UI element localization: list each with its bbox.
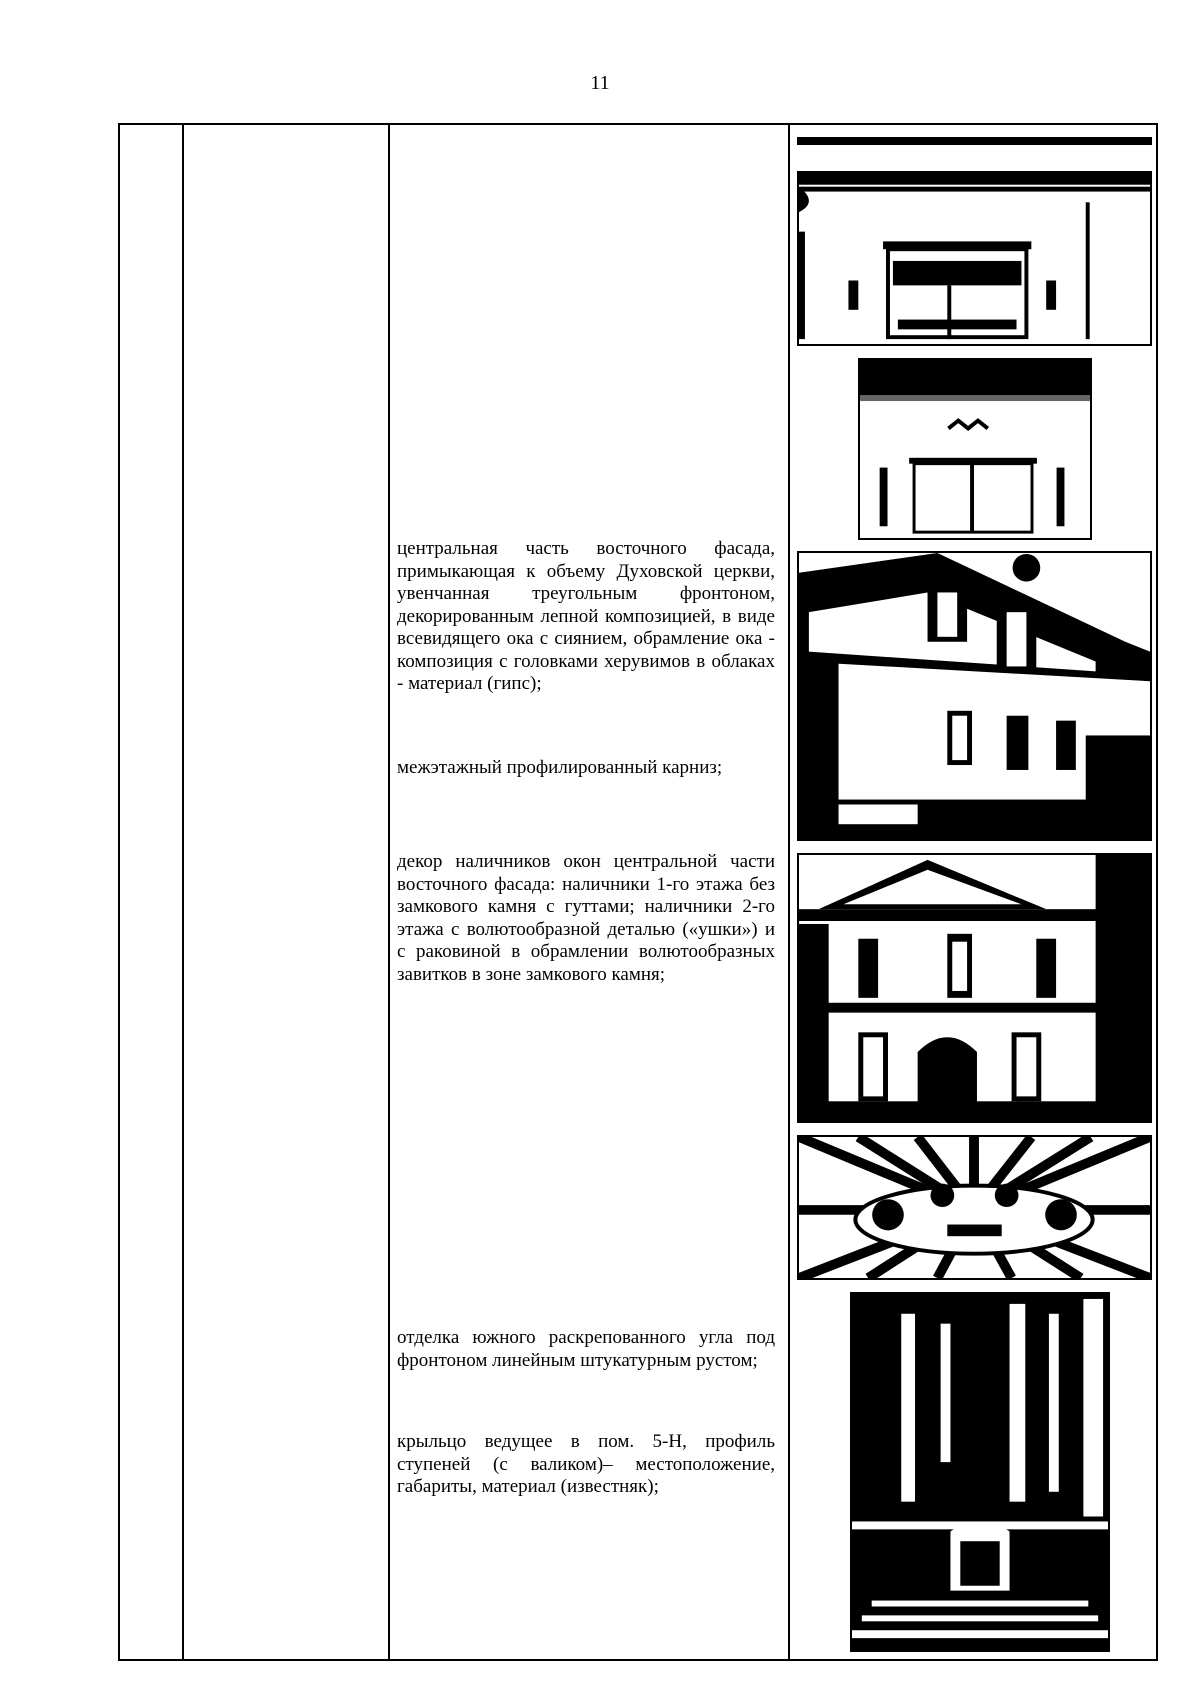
column-divider-1 [182, 125, 184, 1659]
photo-east-facade [797, 551, 1152, 841]
photo-window-detail [858, 358, 1092, 540]
description-window-decor: декор наличников окон центральной части восточного фасада: наличники 1-го этажа без замкового камня с гуттами; наличники 2-го этажа с волютообразной деталью («ушки») и с раковиной в обрамлении волютообразных завитков в зоне замкового камня; [397, 851, 775, 985]
page-number: 11 [590, 72, 610, 94]
photo-central-facade [797, 853, 1152, 1123]
column-divider-3 [788, 125, 790, 1659]
top-cornice-strip [797, 137, 1152, 145]
description-porch: крыльцо ведущее в пом. 5-Н, профиль ступеней (с валиком)– местоположение, габариты, материал (известняк); [397, 1431, 775, 1497]
photo-eye-composition [797, 1135, 1152, 1280]
column-divider-2 [388, 125, 390, 1659]
photo-window-upper [797, 171, 1152, 346]
description-south-corner: отделка южного раскрепованного угла под фронтоном линейным штукатурным рустом; [397, 1327, 775, 1371]
photo-porch [850, 1292, 1110, 1652]
description-east-facade: центральная часть восточного фасада, примыкающая к объему Духовской церкви, увенчанная треугольным фронтоном, декорированным лепной композицией, в виде всевидящего ока с сиянием, обрамление ока - композиция с головками херувимов в облаках - материал (гипс); [397, 538, 775, 694]
description-cornice: межэтажный профилированный карниз; [397, 757, 723, 778]
